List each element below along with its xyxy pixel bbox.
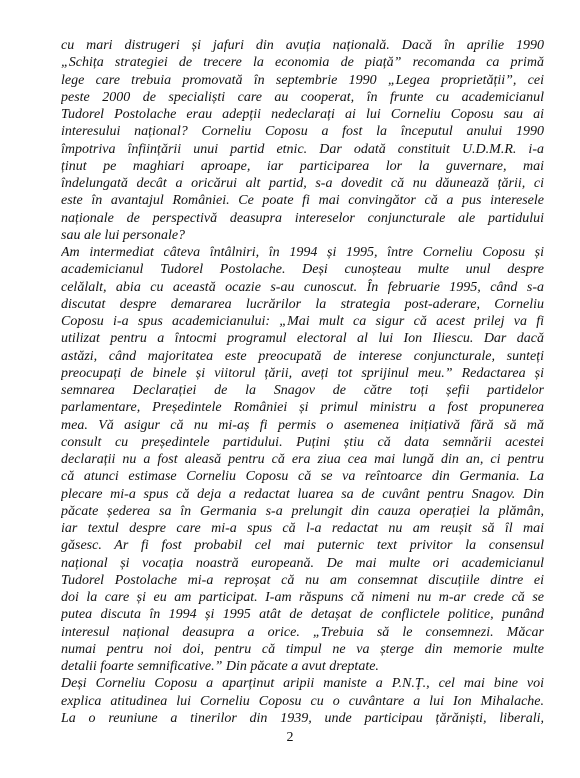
text-line: Tudorel Postolache mi-a reproșat că nu am consemnat discuțiile dintre ei [61,572,544,588]
text-line: Coposu i-a spus academicianului: „Mai mult ca sigur că acest prilej va fi [61,314,544,329]
text-line: semnarea Declarației de la Snagov de către toți șefii partidelor [61,383,544,398]
text-line: naționale de perspectivă deasupra intereselor conjuncturale ale partidului [61,210,544,226]
text-line: parlamentare, Președintele României și primul ministru a fost propunerea [61,400,544,416]
text-line: este în avantajul României. Ce poate fi mai convingător că a pus interesele [61,193,544,209]
text-line: îndelungată decât a oricărui alt partid, s-a dovedit că nu dăunează țării, ci [61,176,544,191]
text-line: Deși Corneliu Coposu a aparținut aripii maniste a P.N.Ț., cel mai bine voi [61,676,544,692]
text-line: academicianul Tudorel Postolache. Deși cunoșteau multe unul despre [61,262,544,278]
text-line: consult cu președintele partidului. Puțini știu că data semnării acestei [61,434,544,450]
text-line: interesul național deasupra a orice. „Trebuia să le consemnezi. Măcar [61,624,544,640]
text-line: împotriva înființării unui partid etnic. Dar odată constituit U.D.M.R. i-a [61,141,544,157]
text-line: „Schița strategiei de trecere la economia de piață” recomanda ca primă [61,55,544,71]
text-line: detalii foarte semnificative.” Din păcate a avut dreptate. [61,659,379,674]
text-line: discutat despre demararea lucrărilor la strategia post-aderare, Corneliu [61,296,544,312]
text-line: național și vocația noastră europeană. De mai multe ori academicianul [61,555,544,571]
text-line: cu mari distrugeri și jafuri din avuția națională. Dacă în aprilie 1990 [61,38,544,53]
text-line: interesului național? Corneliu Coposu a fost la începutul anului 1990 [61,124,544,140]
text-line: lege care trebuia promovată în septembrie 1990 „Legea proprietății”, cei [61,72,544,88]
text-line: peste 2000 de specialiști care au cooperat, în frunte cu academicianul [61,89,544,105]
text-line: utilizat pentru a întocmi programul electoral al lui Ion Iliescu. Dar dacă [61,331,544,347]
text-line: că atunci estimase Corneliu Coposu că se va reîntoarce din Germania. La [61,469,544,485]
text-line: ținut pe maghiari aproape, iar participarea lor la guvernare, mai [61,158,544,174]
text-line: mea. Vă asigur că nu mi-aș fi permis o asemenea inițiativă fără să mă [61,417,544,433]
text-line: plecare mi-a spus că deja a redactat luarea sa de cuvânt pentru Snagov. Din [61,486,544,502]
text-line: numai pentru noi doi, pentru că timpul ne va șterge din memorie multe [61,641,544,657]
text-line: preocupați de binele și viitorul țării, aveți tot sprijinul meu.” Redactarea și [61,365,544,381]
text-line: păcate șederea sa în Germania s-a prelungit din cauza operației la plămân, [61,503,544,519]
body-text [61,37,544,727]
text-line: astăzi, când majoritatea este preocupată de interese conjuncturale, sunteți [61,348,544,364]
text-line: iar textul despre care mi-a spus că l-a redactat nu am reușit să îl mai [61,521,544,536]
text-line: celălalt, abia cu această ocazie s-au cunoscut. În februarie 1995, când s-a [61,279,544,295]
text-line: explica atitudinea lui Corneliu Coposu cu o cuvântare a lui Ion Mihalache. [61,693,544,709]
text-line: găsesc. Ar fi fost probabil cel mai puternic text privitor la consensul [61,538,544,554]
text-line: Am intermediat câteva întâlniri, în 1994 și 1995, între Corneliu Coposu și [61,245,544,260]
text-line: La o reuniune a tinerilor din 1939, unde participau țărăniști, liberali, [61,710,544,726]
text-line: sau ale lui personale? [61,227,186,243]
text-line: doi la care și eu am participat. I-am răspuns că nimeni nu m-ar crede că se [61,590,544,605]
text-line: declarații nu a fost aleasă pentru că era ziua cea mai lungă din an, ci pentru [61,452,544,467]
page-number: 2 [286,730,294,745]
text-line: Tudorel Postolache erau adepții nedeclarați ai lui Corneliu Coposu sau ai [61,107,544,122]
text-line: putea discuta în 1994 și 1995 atât de detașat de conflictele politice, punând [61,607,544,623]
